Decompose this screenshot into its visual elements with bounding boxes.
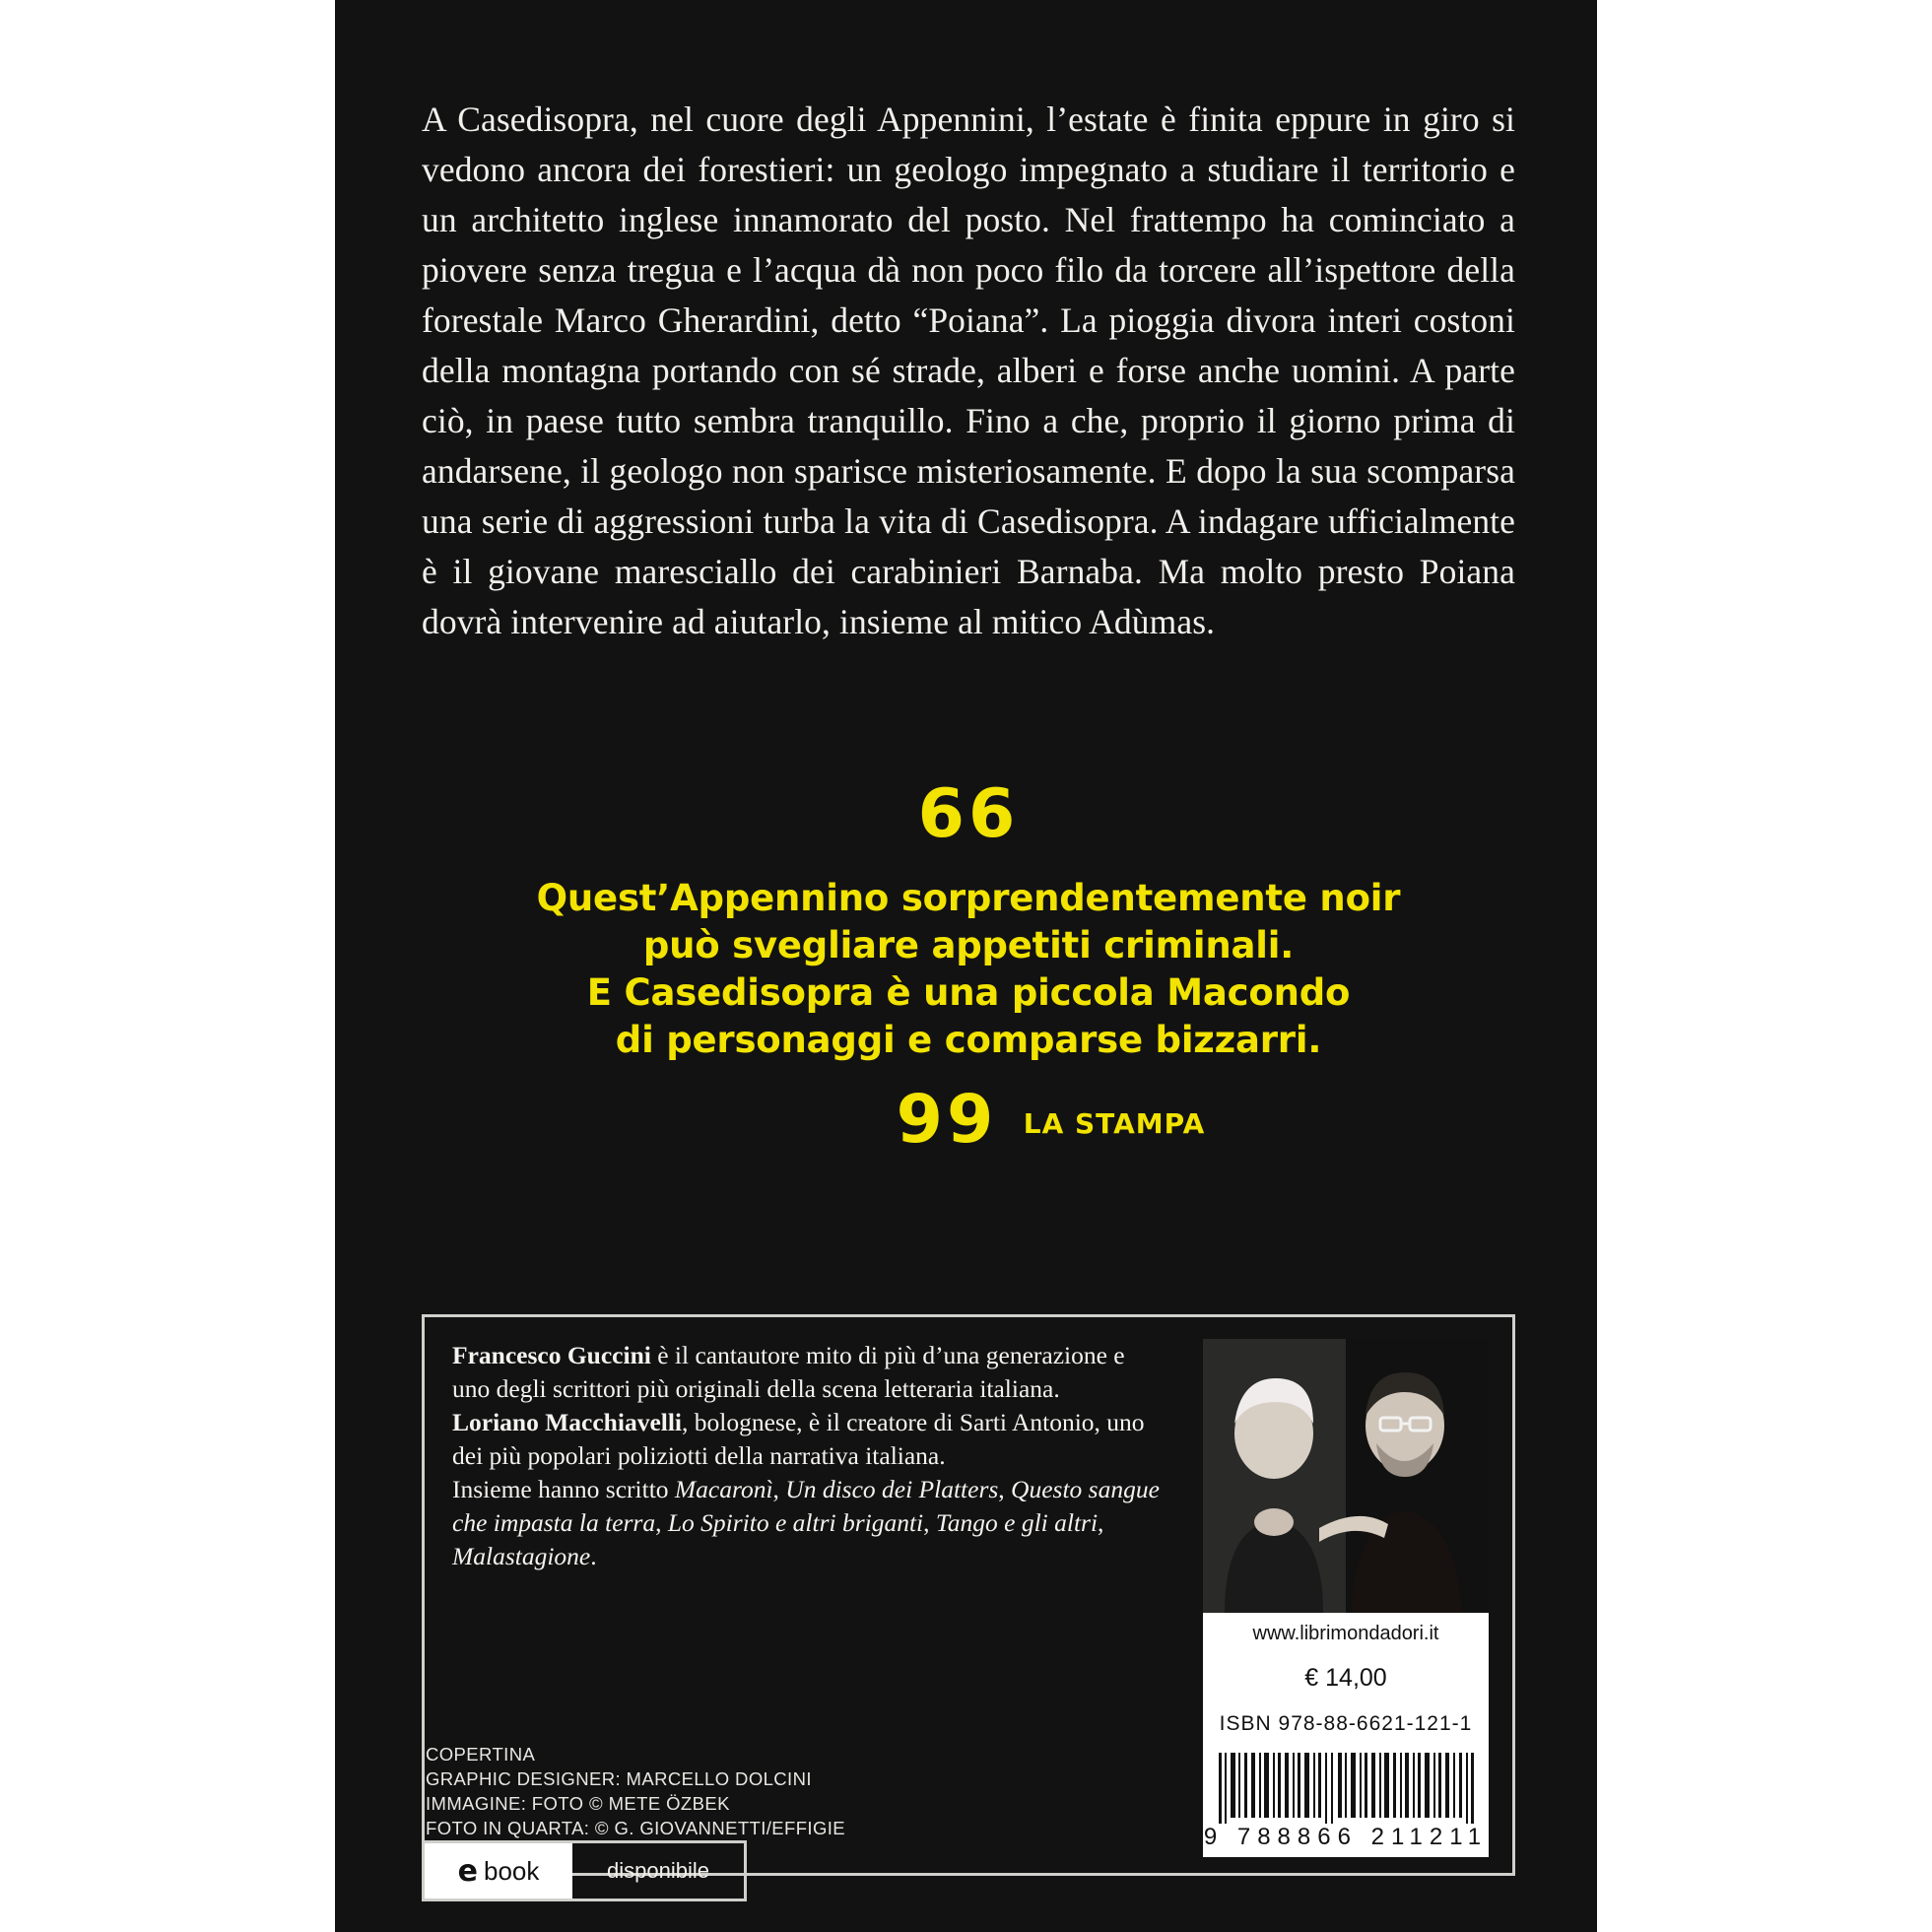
cover-credits bbox=[426, 1742, 845, 1840]
ebook-badge bbox=[422, 1840, 747, 1901]
authors-photo-image bbox=[1203, 1339, 1489, 1613]
book-title-5: Tango e gli altri bbox=[935, 1508, 1099, 1537]
barcode-bars-icon bbox=[1217, 1753, 1475, 1824]
author2-name: Loriano Macchiavelli bbox=[452, 1408, 683, 1436]
barcode-digits: 9 788866 211211 bbox=[1203, 1824, 1489, 1850]
quote-footer bbox=[422, 1081, 1515, 1160]
sentence-end: . bbox=[590, 1542, 597, 1570]
book-title-3: Questo sangue che impasta la terra bbox=[452, 1475, 1160, 1537]
author1-name: Francesco Guccini bbox=[452, 1341, 651, 1369]
author2-text: , bolognese, è il creatore di Sarti Antonio, uno dei più popolari poliziotti della narrativa italiana. bbox=[452, 1408, 1145, 1470]
sep-4: , bbox=[923, 1508, 936, 1537]
quote-open-mark: 66 bbox=[917, 775, 1020, 853]
book-title-2: Un disco dei Platters bbox=[785, 1475, 999, 1503]
credits-line-2: GRAPHIC DESIGNER: MARCELLO DOLCINI bbox=[426, 1768, 812, 1789]
quote-text bbox=[422, 875, 1515, 1064]
isbn-label: ISBN 978-88-6621-121-1 bbox=[1203, 1701, 1489, 1747]
book-back-cover bbox=[335, 0, 1597, 1932]
credits-line-3: IMMAGINE: FOTO © METE ÖZBEK bbox=[426, 1793, 730, 1814]
quote-line-1: Quest’Appennino sorprendentemente noir bbox=[536, 877, 1401, 920]
sep-3: , bbox=[655, 1508, 668, 1537]
authors-photo bbox=[1203, 1339, 1489, 1613]
quote-line-2: può svegliare appetiti criminali. bbox=[642, 924, 1295, 967]
price-label: € 14,00 bbox=[1203, 1654, 1489, 1701]
quote-source: LA STAMPA bbox=[1023, 1107, 1206, 1141]
blurb-text: A Casedisopra, nel cuore degli Appennini, l’estate è finita eppure in giro si vedono ancora dei forestieri: un geologo impegnato a studiare il territorio e un architetto inglese innamorato del posto. Nel frattempo ha cominciato a piovere senza tregua e l’acqua dà non poco filo da torcere all’ispettore della forestale Marco Gherardini, detto “Poiana”. La pioggia divora interi costoni della montagna portando con sé strade, alberi e forse anche uomini. A parte ciò, in paese tutto sembra tranquillo. Fino a che, proprio il giorno prima di andarsene, il geologo non sparisce misteriosamente. E dopo la sua scomparsa una serie di aggressioni turba la vita di Casedisopra. A indagare ufficialmente è il giovane maresciallo dei carabinieri Barnaba. Ma molto presto Poiana dovrà intervenire ad aiutarlo, insieme al mitico Adùmas. bbox=[422, 100, 1515, 641]
credits-line-4: FOTO IN QUARTA: © G. GIOVANNETTI/EFFIGIE bbox=[426, 1818, 846, 1838]
ebook-logo bbox=[425, 1843, 572, 1899]
barcode bbox=[1203, 1747, 1489, 1857]
together-lead: Insieme hanno scritto bbox=[452, 1475, 675, 1503]
book-title-1: Macaronì bbox=[674, 1475, 773, 1503]
credits-line-1: COPERTINA bbox=[426, 1744, 536, 1765]
sep-2: , bbox=[998, 1475, 1012, 1503]
book-title-6: Malastagione bbox=[452, 1542, 591, 1570]
ebook-availability: disponibile bbox=[607, 1858, 709, 1883]
ebook-word: book bbox=[483, 1855, 540, 1886]
ebook-e-glyph: e bbox=[457, 1853, 478, 1889]
publisher-website[interactable]: www.librimondadori.it bbox=[1203, 1613, 1489, 1656]
quote-close-mark: 99 bbox=[896, 1081, 998, 1160]
book-title-4: Lo Spirito e altri briganti bbox=[667, 1508, 924, 1537]
quote-line-3: E Casedisopra è una piccola Macondo bbox=[586, 971, 1351, 1015]
quote-line-4: di personaggi e comparse bizzarri. bbox=[615, 1019, 1322, 1062]
author-bio bbox=[452, 1339, 1162, 1573]
sep-5: , bbox=[1098, 1508, 1104, 1537]
author1-text: è il cantautore mito di più d’una generazione e uno degli scrittori più originali della scena letteraria italiana. bbox=[452, 1341, 1125, 1403]
pull-quote bbox=[422, 775, 1515, 1160]
sep-1: , bbox=[772, 1475, 786, 1503]
